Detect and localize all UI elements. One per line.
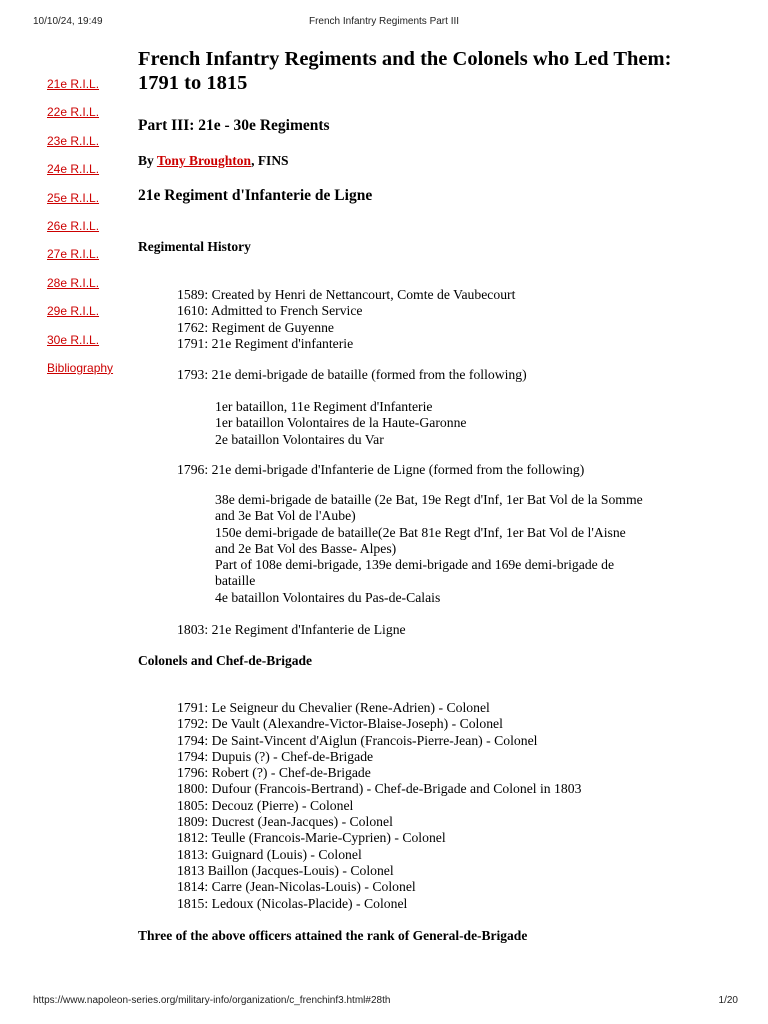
colonel-line: 1805: Decouz (Pierre) - Colonel [177,797,354,813]
colonel-line: 1796: Robert (?) - Chef-de-Brigade [177,765,371,781]
page-title: French Infantry Regiments and the Colonels who Led Them: 1791 to 1815 [138,48,672,94]
history-1796: 1796: 21e demi-brigade d'Infanterie de Ligne (formed from the following) [177,462,585,477]
history-line: 1610: Admitted to French Service [177,303,363,319]
author-link[interactable]: Tony Broughton [156,153,252,168]
history-list [177,287,515,352]
sidebar-link-24e[interactable]: 24e R.I.L. [47,162,100,177]
closing-note: Three of the above officers attained the rank of General-de-Brigade [138,928,528,943]
print-footer [0,995,768,1009]
unit-line: 2e bataillon Volontaires du Var [215,431,384,447]
unit-line: 38e demi-brigade de bataille (2e Bat, 19e Regt d'Inf, 1er Bat Vol de la Somme and 3e Bat Vol de l'Aube) [215,492,643,524]
print-url: https://www.napoleon-series.org/military-info/organization/c_frenchinf3.html#28th [33,995,391,1006]
page-number: 1/20 [718,995,738,1006]
sidebar-nav [47,77,127,389]
history-line: 1589: Created by Henri de Nettancourt, Comte de Vaubecourt [177,287,516,302]
byline [138,153,289,169]
colonel-line: 1791: Le Seigneur du Chevalier (Rene-Adrien) - Colonel [177,700,490,715]
sidebar-link-bibliography[interactable]: Bibliography [47,360,114,375]
print-date: 10/10/24, 19:49 [33,16,103,27]
unit-line: 150e demi-brigade de bataille(2e Bat 81e Regt d'Inf, 1er Bat Vol de l'Aisne and 2e Bat Vol des Basse- Alpes) [215,524,626,556]
byline-suffix: , FINS [251,153,289,168]
history-1793: 1793: 21e demi-brigade de bataille (formed from the following) [177,367,527,382]
colonel-line: 1813 Baillon (Jacques-Louis) - Colonel [177,862,394,878]
units-1796 [215,492,645,606]
byline-prefix: By [138,153,157,168]
main-content [138,47,698,943]
colonel-line: 1794: De Saint-Vincent d'Aiglun (Francois-Pierre-Jean) - Colonel [177,732,538,748]
colonels-heading: Colonels and Chef-de-Brigade [138,653,313,668]
part-title: Part III: 21e - 30e Regiments [138,117,330,134]
history-heading: Regimental History [138,239,251,254]
colonel-line: 1809: Ducrest (Jean-Jacques) - Colonel [177,814,393,830]
sidebar-link-21e[interactable]: 21e R.I.L. [47,77,100,91]
unit-line: 1er bataillon Volontaires de la Haute-Garonne [215,415,467,431]
history-line: 1762: Regiment de Guyenne [177,319,334,335]
print-header [0,16,768,30]
sidebar-link-25e[interactable]: 25e R.I.L. [47,190,100,205]
history-1803: 1803: 21e Regiment d'Infanterie de Ligne [177,622,406,637]
colonel-line: 1815: Ledoux (Nicolas-Placide) - Colonel [177,895,408,911]
colonel-line: 1812: Teulle (Francois-Marie-Cyprien) - Colonel [177,830,446,846]
history-line: 1791: 21e Regiment d'infanterie [177,335,354,351]
colonel-line: 1813: Guignard (Louis) - Colonel [177,846,362,862]
sidebar-link-29e[interactable]: 29e R.I.L. [47,304,100,319]
sidebar-link-22e[interactable]: 22e R.I.L. [47,105,100,120]
colonel-line: 1814: Carre (Jean-Nicolas-Louis) - Colonel [177,879,416,895]
colonel-line: 1800: Dufour (Francois-Bertrand) - Chef-de-Brigade and Colonel in 1803 [177,781,582,797]
colonel-line: 1792: De Vault (Alexandre-Victor-Blaise-Joseph) - Colonel [177,716,503,732]
unit-line: 1er bataillon, 11e Regiment d'Infanterie [215,399,433,414]
regiment-title: 21e Regiment d'Infanterie de Ligne [138,187,373,204]
colonel-line: 1794: Dupuis (?) - Chef-de-Brigade [177,748,374,764]
print-title: French Infantry Regiments Part III [308,16,460,27]
unit-line: 4e bataillon Volontaires du Pas-de-Calais [215,589,441,605]
sidebar-link-23e[interactable]: 23e R.I.L. [47,133,100,148]
sidebar-link-26e[interactable]: 26e R.I.L. [47,218,100,233]
sidebar-link-27e[interactable]: 27e R.I.L. [47,247,100,262]
sidebar-link-30e[interactable]: 30e R.I.L. [47,332,100,347]
colonels-list [177,700,581,912]
sidebar-link-28e[interactable]: 28e R.I.L. [47,275,100,290]
unit-line: Part of 108e demi-brigade, 139e demi-brigade and 169e demi-brigade de bataille [215,557,615,589]
units-1793 [215,399,645,448]
